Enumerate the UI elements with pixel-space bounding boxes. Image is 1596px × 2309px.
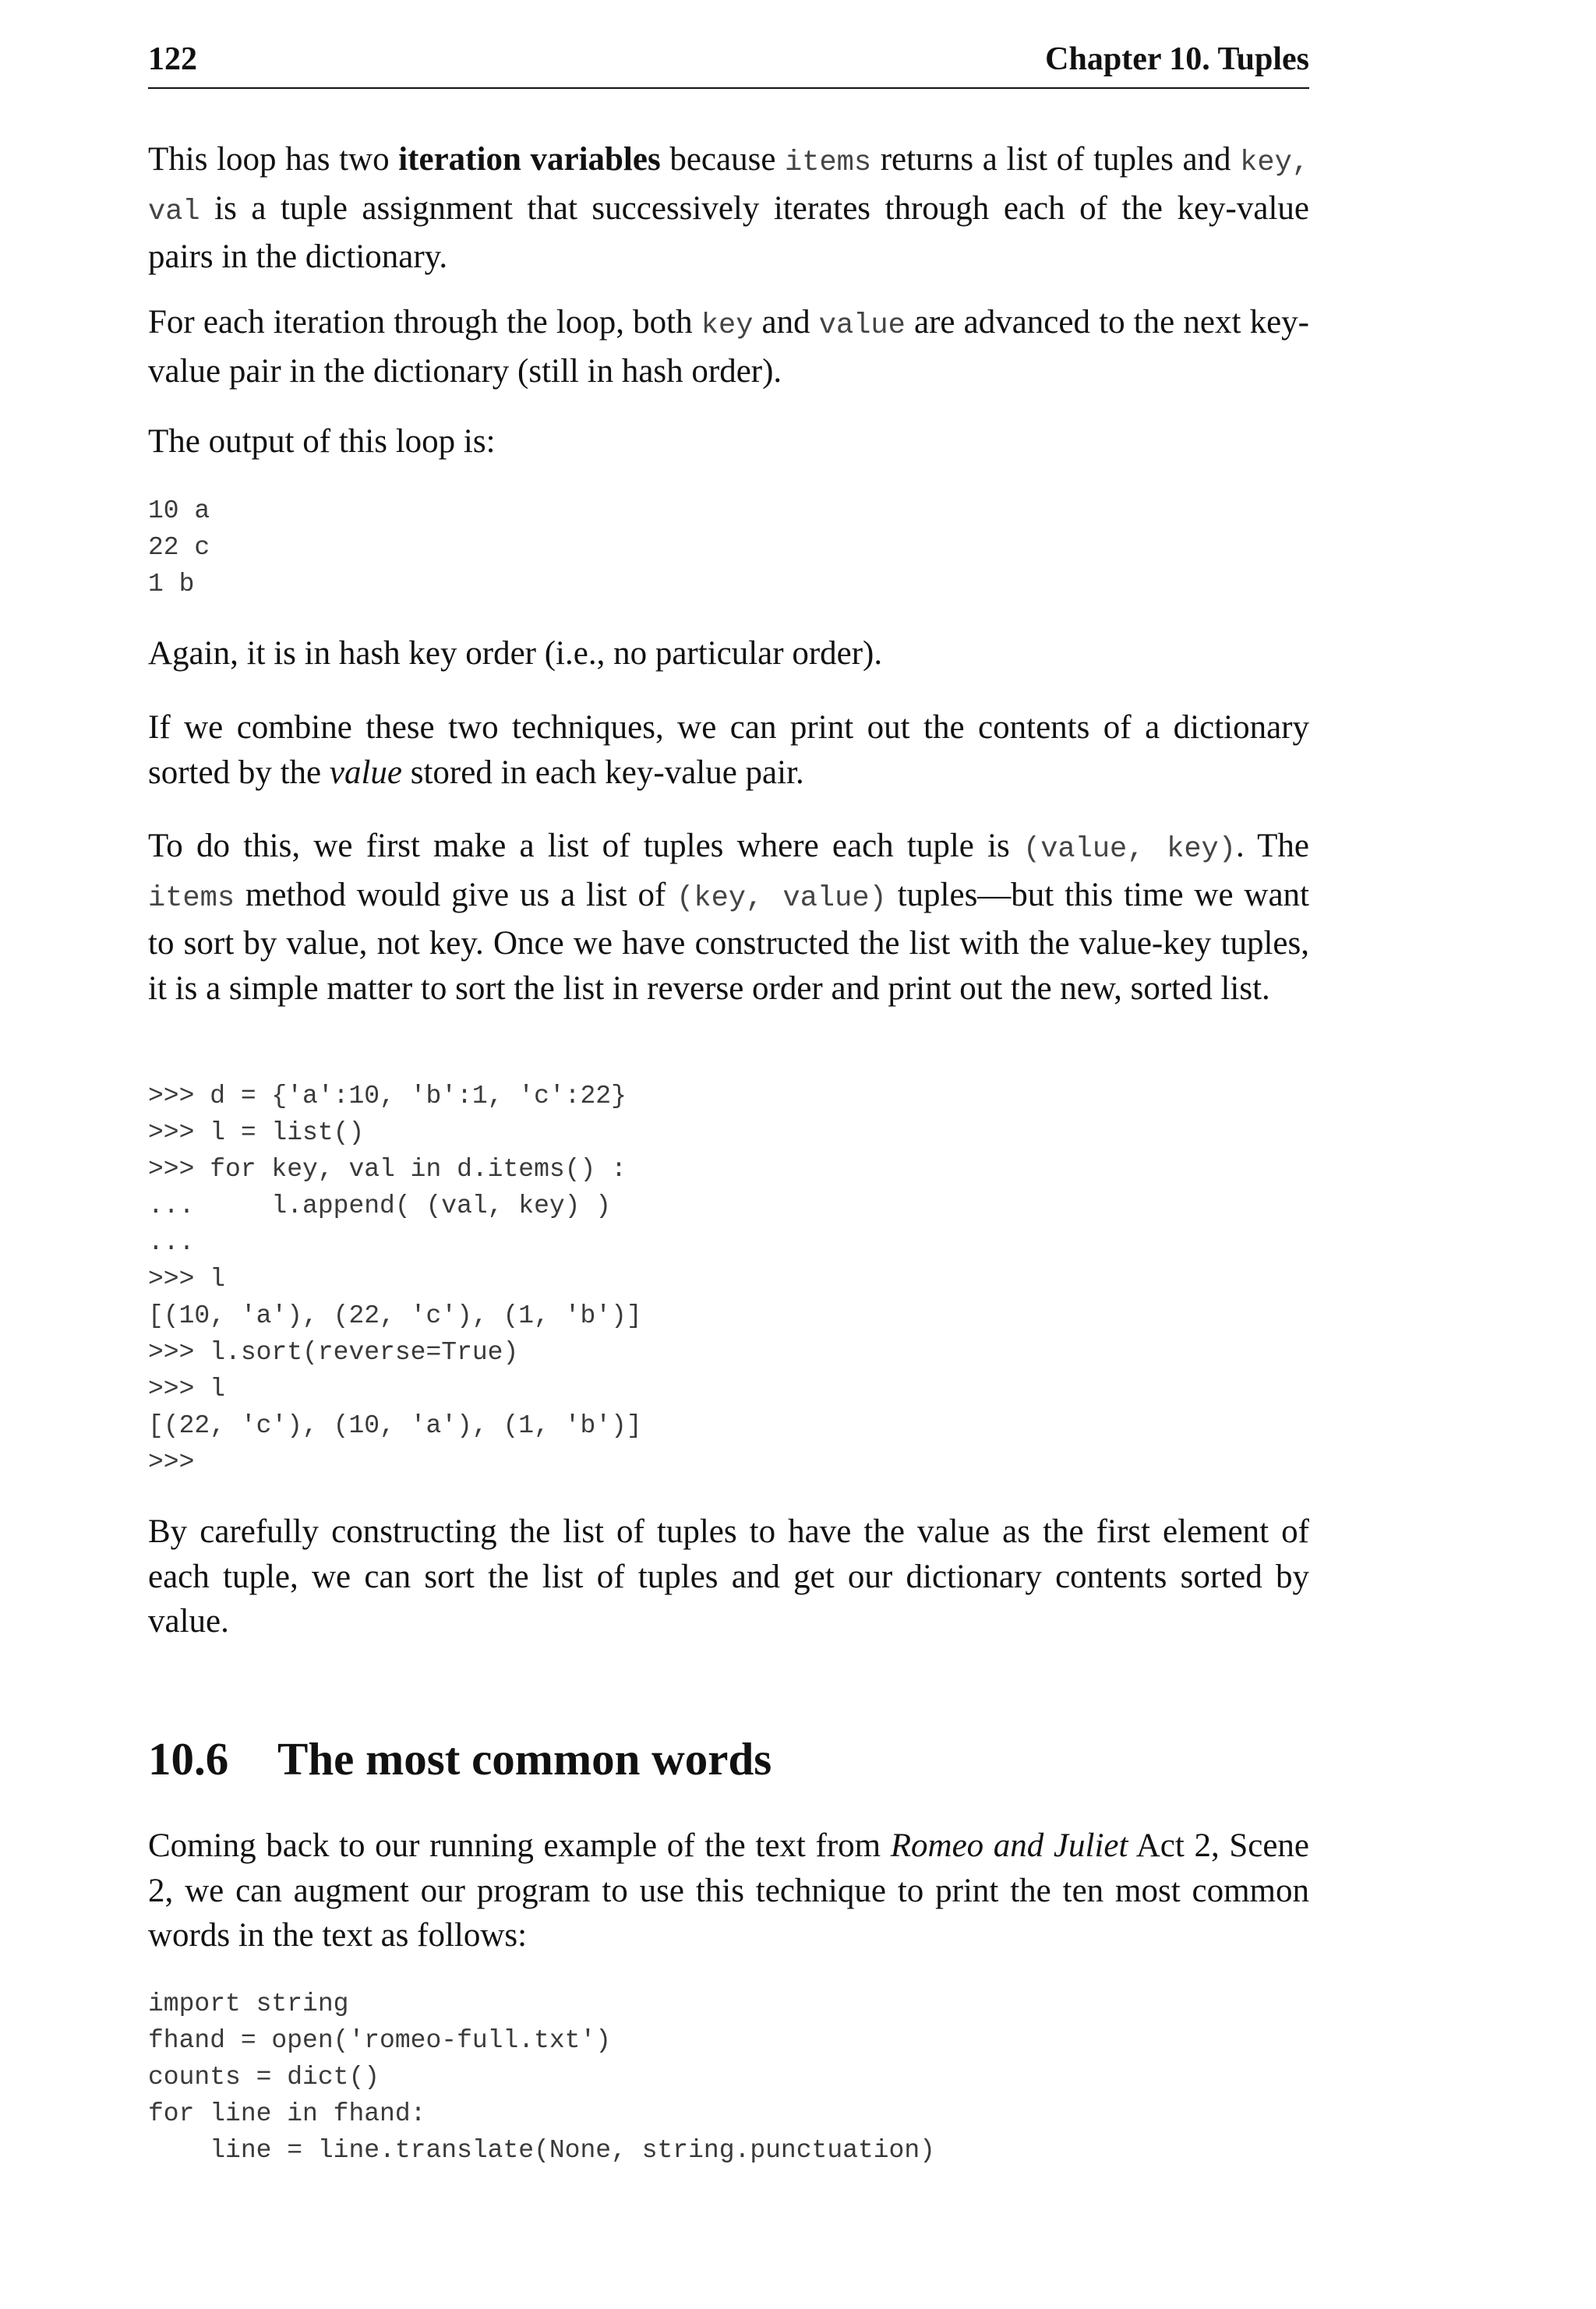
inline-code: (value, key) xyxy=(1023,833,1236,866)
inline-code: key xyxy=(701,309,754,342)
paragraph-careful-construction: By carefully constructing the list of tuples to have the value as the first element of each tuple, we can sort the list of tuples and get our dictionary contents sorted by value. xyxy=(148,1513,1309,1640)
text-span: stored in each key-value pair. xyxy=(402,754,804,791)
inline-code: key, val xyxy=(148,147,1309,228)
text-span: method would give us a list of xyxy=(235,876,677,913)
bold-term: iteration variables xyxy=(398,141,661,178)
section-title: The most common words xyxy=(277,1733,772,1785)
text-span: returns a list of tuples and xyxy=(871,141,1241,178)
text-span: are advanced to the next key-value pair in the dictionary (still in hash order). xyxy=(148,304,1309,390)
text-span: Coming back to our running example of the text from xyxy=(148,1827,891,1864)
section-number: 10.6 xyxy=(148,1733,229,1785)
text-span: Act 2, Scene 2, we can augment our program to use this technique to print the ten most common words in the text as follows: xyxy=(148,1827,1310,1954)
paragraph-hash-order: Again, it is in hash key order (i.e., no particular order). xyxy=(148,635,883,672)
page-number: 122 xyxy=(148,41,197,77)
paragraph-romeo-example xyxy=(148,1824,1309,1958)
text-span: tuples—but this time we want to sort by value, not key. Once we have constructed the list with the value-key tuples, it is a simple matter to sort the list in reverse order and print out the new, sorted list. xyxy=(148,876,1309,1007)
inline-code: (key, value) xyxy=(676,881,887,915)
text-span: This loop has two xyxy=(148,141,399,178)
code-block-output: 10 a 22 c 1 b xyxy=(148,496,210,598)
chapter-title: Chapter 10. Tuples xyxy=(1045,41,1309,77)
code-block-sort-example: >>> d = {'a':10, 'b':1, 'c':22} >>> l = list() >>> for key, val in d.items() : ... l.append( (val, key) ) ... >>> l [(10, 'a'), (22, 'c'), (1, 'b')] >>> l.sort(reverse=True) >>> l [(22, 'c'), (10, 'a'), (1, 'b')] >>> xyxy=(148,1082,642,1477)
text-span: To do this, we first make a list of tuples where each tuple is xyxy=(148,828,1024,864)
inline-code: items xyxy=(785,147,872,179)
paragraph-each-iteration xyxy=(148,300,1309,394)
paragraph-iteration-variables xyxy=(148,137,1309,280)
paragraph-output-intro: The output of this loop is: xyxy=(148,423,496,460)
paragraph-sort-by-value xyxy=(148,824,1309,1011)
text-span: is a tuple assignment that successively iterates through each of the key-value pairs in the dictionary. xyxy=(148,189,1309,275)
text-span: and xyxy=(753,304,819,341)
text-span: If we combine these two techniques, we can print out the contents of a dictionary sorted by the xyxy=(148,709,1309,791)
running-header xyxy=(148,37,1309,89)
inline-code: items xyxy=(148,881,235,915)
code-block-common-words: import string fhand = open('romeo-full.txt') counts = dict() for line in fhand: line = line.translate(None, string.punctuation) xyxy=(148,1989,935,2165)
italic-term: Romeo and Juliet xyxy=(890,1827,1128,1864)
italic-term: value xyxy=(329,754,402,791)
text-span: For each iteration through the loop, both xyxy=(148,304,701,341)
document-page xyxy=(148,0,1309,2309)
text-span: because xyxy=(660,141,786,178)
section-heading xyxy=(148,1732,772,1786)
inline-code: value xyxy=(818,309,906,342)
text-span: . The xyxy=(1235,828,1309,864)
paragraph-combine-techniques xyxy=(148,705,1309,795)
